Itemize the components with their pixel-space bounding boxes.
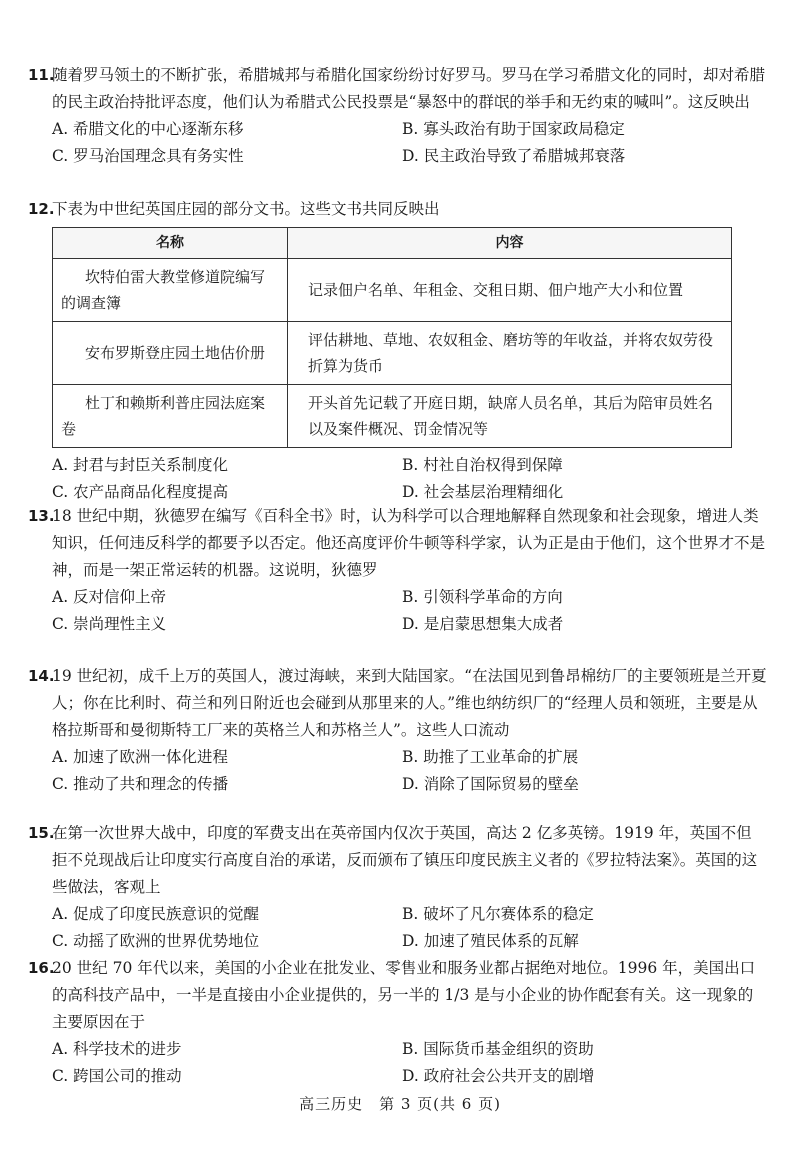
question-stem — [28, 820, 767, 901]
option-d[interactable]: D. 政府社会公共开支的剧增 — [402, 1067, 595, 1085]
column-header-content: 内容 — [288, 228, 732, 259]
option-a[interactable]: A. 封君与封臣关系制度化 — [52, 456, 229, 474]
options — [52, 452, 767, 506]
options — [52, 116, 767, 170]
question-13 — [28, 503, 767, 638]
option-d[interactable]: D. 民主政治导致了希腊城邦衰落 — [402, 147, 626, 165]
question-text: 18 世纪中期，狄德罗在编写《百科全书》时，认为科学可以合理地解释自然现象和社会现象，增进人类知识，任何违反科学的都要予以否定。他还高度评价牛顿等科学家，认为正是由于他们，这个世界才不是神，而是一架正常运转的机器。这说明，狄德罗 — [52, 507, 766, 579]
question-stem — [28, 196, 767, 223]
option-d[interactable]: D. 加速了殖民体系的瓦解 — [402, 932, 579, 950]
option-b[interactable]: B. 助推了工业革命的扩展 — [402, 748, 579, 766]
question-text: 20 世纪 70 年代以来，美国的小企业在批发业、零售业和服务业都占据绝对地位。1996 年，美国出口的高科技产品中，一半是直接由小企业提供的，另一半的 1/3 是与小企业的协作配套有关。这一现象的主要原因在于 — [52, 959, 756, 1031]
option-a[interactable]: A. 科学技术的进步 — [52, 1040, 182, 1058]
options — [52, 584, 767, 638]
question-number: 15. — [28, 824, 55, 842]
table-header-row — [53, 228, 732, 259]
question-14 — [28, 663, 767, 798]
column-header-name: 名称 — [53, 228, 288, 259]
question-stem — [28, 62, 767, 116]
option-c[interactable]: C. 崇尚理性主义 — [52, 615, 167, 633]
question-number: 14. — [28, 667, 55, 685]
table-row — [53, 385, 732, 448]
options — [52, 1036, 767, 1090]
option-c[interactable]: C. 罗马治国理念具有务实性 — [52, 147, 244, 165]
option-c[interactable]: C. 动摇了欧洲的世界优势地位 — [52, 932, 260, 950]
question-number: 13. — [28, 507, 55, 525]
option-d[interactable]: D. 消除了国际贸易的壁垒 — [402, 775, 579, 793]
question-stem — [28, 663, 767, 744]
options — [52, 744, 767, 798]
question-text: 19 世纪初，成千上万的英国人，渡过海峡，来到大陆国家。“在法国见到鲁昂棉纺厂的主要领班是兰开夏人；你在比利时、荷兰和列日附近也会碰到从那里来的人。”维也纳纺织厂的“经理人员和领班，主要是从格拉斯哥和曼彻斯特工厂来的英格兰人和苏格兰人”。这些人口流动 — [52, 667, 767, 739]
option-b[interactable]: B. 寡头政治有助于国家政局稳定 — [402, 120, 625, 138]
question-stem — [28, 503, 767, 584]
table-cell-name: 杜丁和赖斯利普庄园法庭案卷 — [53, 385, 288, 448]
option-d[interactable]: D. 是启蒙思想集大成者 — [402, 615, 564, 633]
table-cell-content: 评估耕地、草地、农奴租金、磨坊等的年收益，并将农奴劳役折算为货币 — [288, 322, 732, 385]
option-b[interactable]: B. 村社自治权得到保障 — [402, 456, 563, 474]
table-cell-content: 开头首先记载了开庭日期，缺席人员名单，其后为陪审员姓名以及案件概况、罚金情况等 — [288, 385, 732, 448]
table-cell-name: 坎特伯雷大教堂修道院编写的调查簿 — [53, 259, 288, 322]
table-row — [53, 322, 732, 385]
option-a[interactable]: A. 加速了欧洲一体化进程 — [52, 748, 229, 766]
option-c[interactable]: C. 跨国公司的推动 — [52, 1067, 182, 1085]
question-15 — [28, 820, 767, 955]
option-a[interactable]: A. 促成了印度民族意识的觉醒 — [52, 905, 260, 923]
options — [52, 901, 767, 955]
table-cell-content: 记录佃户名单、年租金、交租日期、佃户地产大小和位置 — [288, 259, 732, 322]
option-c[interactable]: C. 推动了共和理念的传播 — [52, 775, 229, 793]
table-cell-name: 安布罗斯登庄园土地估价册 — [53, 322, 288, 385]
option-a[interactable]: A. 反对信仰上帝 — [52, 588, 167, 606]
question-number: 12. — [28, 200, 55, 218]
question-16 — [28, 955, 767, 1090]
question-number: 11. — [28, 66, 55, 84]
table-row — [53, 259, 732, 322]
question-12 — [28, 196, 767, 506]
option-c[interactable]: C. 农产品商品化程度提高 — [52, 483, 229, 501]
question-stem — [28, 955, 767, 1036]
question-text: 下表为中世纪英国庄园的部分文书。这些文书共同反映出 — [52, 200, 440, 218]
manor-documents-table — [52, 227, 732, 448]
option-b[interactable]: B. 国际货币基金组织的资助 — [402, 1040, 594, 1058]
option-b[interactable]: B. 破坏了凡尔赛体系的稳定 — [402, 905, 594, 923]
question-text: 随着罗马领土的不断扩张，希腊城邦与希腊化国家纷纷讨好罗马。罗马在学习希腊文化的同时，却对希腊的民主政治持批评态度，他们认为希腊式公民投票是“暴怒中的群氓的举手和无约束的喊叫”。这反映出 — [52, 66, 766, 111]
question-number: 16. — [28, 959, 55, 977]
option-a[interactable]: A. 希腊文化的中心逐渐东移 — [52, 120, 244, 138]
page-footer: 高三历史 第 3 页(共 6 页) — [299, 1095, 501, 1113]
option-b[interactable]: B. 引领科学革命的方向 — [402, 588, 563, 606]
option-d[interactable]: D. 社会基层治理精细化 — [402, 483, 564, 501]
question-text: 在第一次世界大战中，印度的军费支出在英帝国内仅次于英国，高达 2 亿多英镑。1919 年，英国不但拒不兑现战后让印度实行高度自治的承诺，反而颁布了镇压印度民族主义者的《罗拉特法案》。英国的这些做法，客观上 — [52, 824, 758, 896]
question-11 — [28, 62, 767, 170]
